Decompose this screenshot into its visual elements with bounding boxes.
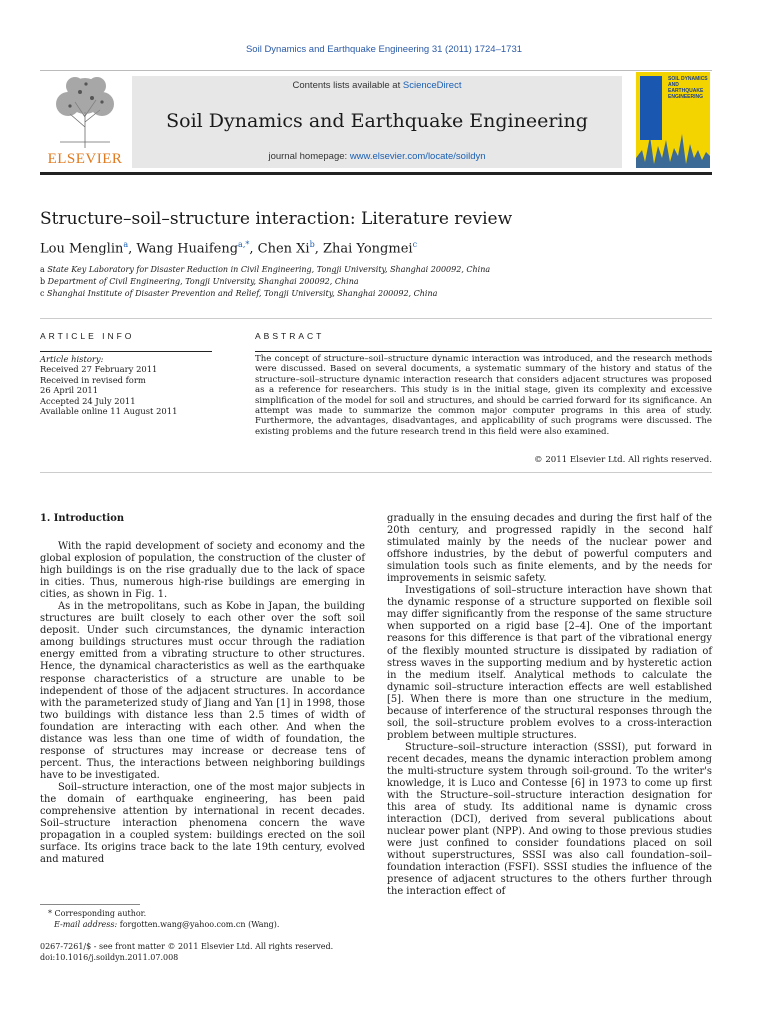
body-right-column <box>387 513 712 899</box>
affiliation-mark: c <box>40 289 45 298</box>
affiliation-text: Shanghai Institute of Disaster Prevention and Relief, Tongji University, Shanghai 200092, China <box>47 289 438 298</box>
email-footnote <box>40 919 365 930</box>
abstract-bottom-rule <box>40 472 712 473</box>
article-info-rule <box>40 351 212 352</box>
masthead-top-rule <box>40 70 712 71</box>
homepage-prefix: journal homepage: <box>268 151 350 162</box>
abstract-heading: ABSTRACT <box>255 331 325 341</box>
body-left-column <box>40 541 365 866</box>
elsevier-tree-icon <box>40 72 130 150</box>
author-separator: , <box>128 241 137 257</box>
elsevier-wordmark: ELSEVIER <box>47 151 123 167</box>
author-affiliation-mark[interactable]: a <box>123 240 129 249</box>
affiliation-text: State Key Laboratory for Disaster Reduction in Civil Engineering, Tongji University, Shanghai 200092, China <box>47 265 491 274</box>
affiliation-a <box>40 265 720 274</box>
masthead-bottom-rule <box>40 172 712 175</box>
email-address[interactable]: forgotten.wang@yahoo.com.cn (Wang). <box>117 920 280 929</box>
author-affiliation-mark[interactable]: a,* <box>238 240 250 249</box>
affiliation-b <box>40 277 720 286</box>
history-line: 26 April 2011 <box>40 385 99 396</box>
author-name: Chen Xi <box>257 241 310 257</box>
history-line: Available online 11 August 2011 <box>40 406 178 417</box>
cover-seismograph-icon <box>636 128 710 168</box>
author-list <box>40 240 720 256</box>
affiliation-mark: b <box>40 277 46 286</box>
homepage-line <box>132 151 622 162</box>
journal-title: Soil Dynamics and Earthquake Engineering <box>166 110 588 132</box>
author-name: Wang Huaifeng <box>136 241 239 257</box>
author-separator: , <box>249 241 258 257</box>
history-label: Article history: <box>40 354 104 364</box>
body-paragraph: As in the metropolitans, such as Kobe in Japan, the building structures are built closely to each other over the soft soil deposit. Under such circumstances, the dynamic interaction among buildings structures must occur through the radiation energy emitted from a vibrating structure to other structures. Hence, the dynamical characteristics as well as the earthquake response characteristics of a structure are unable to be independent of those of the adjacent structures. In accordance with the parameterized study of Jiang and Yan [1] in 1998, those two buildings with distance less than 2.5 times of width of foundation are interacting with each other. And when the distance was less than one time of width of foundation, the response of structures may increase or decrease tens of percent. Thus, the interactions between neighboring buildings have to be investigated. <box>40 601 365 781</box>
author-separator: , <box>314 241 323 257</box>
body-paragraph: With the rapid development of society and economy and the global explosion of population, the construction of the cluster of high buildings is on the rise gradually due to the lack of space in cities. Thus, numerous high-rise buildings are emerging in cities, as shown in Fig. 1. <box>40 541 365 601</box>
contents-prefix: Contents lists available at <box>292 80 403 91</box>
article-history <box>40 354 220 416</box>
email-label: E-mail address: <box>54 920 118 929</box>
elsevier-logo <box>40 72 130 168</box>
article-title: Structure–soil–structure interaction: Literature review <box>40 209 513 229</box>
footnote-rule <box>40 904 140 905</box>
abstract-copyright: © 2011 Elsevier Ltd. All rights reserved. <box>534 455 712 465</box>
history-line: Received in revised form <box>40 374 146 385</box>
affiliation-text: Department of Civil Engineering, Tongji University, Shanghai 200092, China <box>47 277 359 286</box>
author-name: Lou Menglin <box>40 241 124 257</box>
sciencedirect-link[interactable]: ScienceDirect <box>402 80 462 91</box>
abstract-text: The concept of structure–soil–structure dynamic interaction was introduced, and the research methods were discussed. Based on several documents, a systematic summary of the history and status of the structure–soil–structure dynamic interaction research that considers adjacent structures was proposed as a reference for researchers. This study is in the initial stage, given its complexity and excessive simplification of the model for soil and structures, and should be carried forward for its significance. An attempt was made to summarize the common major computer programs in this area of study. Furthermore, the advantages, disadvantages, and applicability of such programs were discussed. The existing problems and the future research trend in this field were also examined. <box>255 354 712 437</box>
journal-citation[interactable]: Soil Dynamics and Earthquake Engineering 31 (2011) 1724–1731 <box>245 44 523 55</box>
corresponding-author-note: * Corresponding author. <box>48 909 147 918</box>
homepage-link[interactable]: www.elsevier.com/locate/soildyn <box>349 151 486 162</box>
author-name: Zhai Yongmei <box>322 241 413 257</box>
cover-title: SOIL DYNAMICS AND EARTHQUAKE ENGINEERING <box>668 76 708 100</box>
body-paragraph: gradually in the ensuing decades and during the first half of the 20th century, and progressed rapidly in the second half stimulated mainly by the needs of the nuclear power and offshore industries, by the debut of powerful computers and simulation tools such as finite elements, and by the needs for improvements in seismic safety. <box>387 513 712 585</box>
abstract-rule <box>255 351 712 352</box>
history-line: Received 27 February 2011 <box>40 364 158 375</box>
contents-line <box>132 80 622 91</box>
issn-line: 0267-7261/$ - see front matter © 2011 Elsevier Ltd. All rights reserved. <box>40 942 334 951</box>
front-matter <box>40 941 365 963</box>
article-info-heading: ARTICLE INFO <box>40 331 135 341</box>
section-heading-introduction: 1. Introduction <box>40 513 125 524</box>
body-paragraph: Structure–soil–structure interaction (SSSI), put forward in recent decades, means the dynamic interaction problem among the multi-structure system through soil-ground. To the writer's knowledge, it is Luco and Contesse [6] in 1973 to come up first with the Structure–soil–structure interaction designation for this area of study. Its additional name is dynamic cross interaction (DCI), derived from several publications about nuclear power plant (NPP). And owing to those previous studies were just confined to consider foundations placed on soil without superstructures, SSSI was also call foundation–soil–foundation interaction (FSFI). SSSI studies the influence of the presence of adjacent structures to the others further through the interaction effect of <box>387 741 712 898</box>
affiliation-mark: a <box>40 265 45 274</box>
author-affiliation-mark[interactable]: c <box>412 240 418 249</box>
history-line: Accepted 24 July 2011 <box>40 395 136 406</box>
doi-line[interactable]: doi:10.1016/j.soildyn.2011.07.008 <box>40 953 179 962</box>
article-info-top-rule <box>40 318 712 319</box>
affiliation-c <box>40 289 720 298</box>
body-paragraph: Investigations of soil–structure interaction have shown that the dynamic response of a structure supported on flexible soil may differ significantly from the response of the same structure when supported on a rigid base [2–4]. One of the important reasons for this difference is that part of the vibrational energy of the flexibly mounted structure is dissipated by radiation of stress waves in the supporting medium and by hysteretic action in the medium itself. Analytical methods to calculate the dynamic soil–structure interaction effects are well established [5]. When there is more than one structure in the medium, because of interference of the structural responses through the soil, the soil–structure problem evolves to a cross-interaction problem between multiple structures. <box>387 585 712 741</box>
footnotes <box>40 908 365 930</box>
author-affiliation-mark[interactable]: b <box>309 240 315 249</box>
journal-cover-thumbnail <box>636 72 710 168</box>
body-paragraph: Soil–structure interaction, one of the most major subjects in the domain of earthquake engineering, has been paid comprehensive attention by international in recent decades. Soil–structure interaction phenomena concern the wave propagation in a coupled system: buildings erected on the soil surface. Its origins trace back to the late 19th century, evolved and matured <box>40 781 365 866</box>
